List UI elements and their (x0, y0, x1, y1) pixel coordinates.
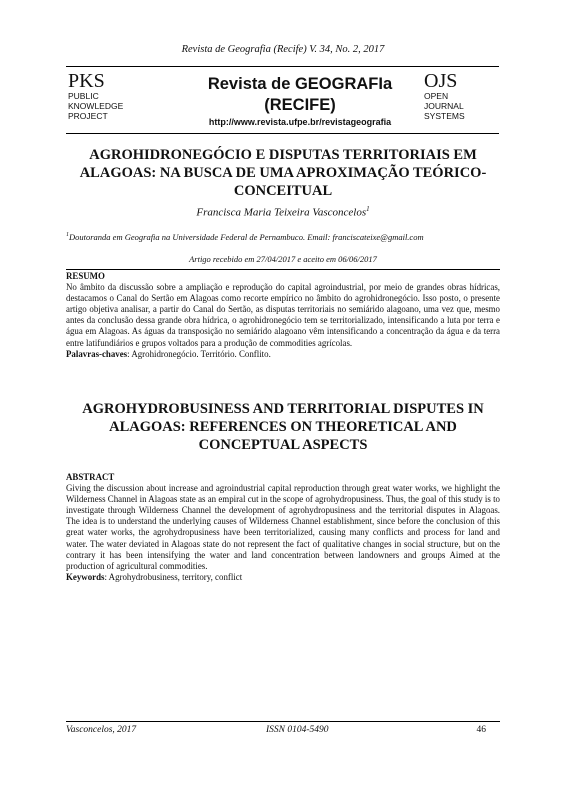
resumo-keywords-label: Palavras-chaves (66, 348, 128, 359)
resumo-keywords (66, 349, 500, 360)
pks-logo (68, 71, 178, 121)
page-footer (66, 721, 500, 736)
ojs-logo (424, 71, 504, 121)
author-name: Francisca Maria Teixeira Vasconcelos (196, 206, 367, 219)
journal-title-line-2: (RECIFE) (264, 96, 336, 114)
journal-citation-line: Revista de Geografia (Recife) V. 34, No. 2, 2017 (181, 44, 385, 55)
resumo-divider (66, 269, 500, 270)
article-title-portuguese: AGROHIDRONEGÓCIO E DISPUTAS TERRITORIAIS EM ALAGOAS: NA BUSCA DE UMA APROXIMAÇÃO TEÓRICO-CONCEITUAL (79, 147, 487, 199)
page-number: 46 (476, 725, 486, 735)
author-affiliation (66, 232, 506, 242)
footer-issn: ISSN 0104-5490 (266, 725, 329, 735)
resumo-heading: RESUMO (66, 271, 105, 281)
ojs-line-3: SYSTEMS (424, 111, 465, 121)
journal-title-block (176, 74, 424, 128)
received-accepted-dates: Artigo recebido em 27/04/2017 e aceito em 06/06/2017 (189, 254, 377, 264)
ojs-line-2: JOURNAL (424, 101, 464, 111)
resumo-body: No âmbito da discussão sobre a ampliação e reprodução do capital agroindustrial, por meio de grandes obras hídricas, destacamos o Canal do Sertão em Alagoas como recorte empírico no âmbito do agrohidronegócio. Isso posto, o presente artigo objetiva analisar, a partir do Canal do Sertão, as disputas territoriais no semiárido alagoano, uma vez que, mesmo antes da conclusão dessa grande obra hídrica, o agrohidronegócio tem se territorializado, intensificando a luta por terra e água em Alagoas. As águas da transposição no semiárido alagoano vêm intensificando a concentração da água e da terra entre latifundiários e grupos voltados para a produção de commodities agrícolas. (66, 282, 500, 348)
abstract-keywords-label: Keywords (66, 571, 105, 582)
pks-line-1: PUBLIC (68, 91, 99, 101)
abstract-keywords (66, 572, 500, 583)
ojs-line-1: OPEN (424, 91, 449, 101)
journal-title-line-1: Revista de GEOGRAFIa (207, 75, 393, 93)
abstract-body: Giving the discussion about increase and agroindustrial capital reproduction through great water works, we highlight the Wilderness Channel in Alagoas state as an empiral cut in the scope of agrohydropusiness. Thus, the goal of this study is to investigate through Wilderness Channel the development of agrohydropusiness and the territorial disputes in Alagoas. The idea is to understand the underlying causes of Wilderness Channel establishment, since before the conclusion of this great water works, the agrohydropusiness have been territorialized, causing many conflicts and process for land and water. The water deviated in Alagoas state do not represent the fact of qualitative changes in social structure, but on the contrary it has been intensifying the water and land concentration between landowners and groups Aimed at the production of agricultural commodities. (66, 483, 500, 571)
journal-url-link[interactable]: http://www.revista.ufpe.br/revistageografia (208, 117, 392, 127)
resumo-keywords-text: : Agrohidronegócio. Território. Conflito. (127, 348, 271, 359)
affiliation-footnote-marker: 1 (66, 232, 69, 239)
author-line (0, 205, 566, 219)
affiliation-text: Doutoranda em Geografia na Universidade Federal de Pernambuco. Email: franciscateixe@gmail.com (69, 232, 424, 242)
pks-line-3: PROJECT (68, 111, 108, 121)
journal-masthead (66, 66, 499, 134)
abstract-keywords-text: : Agrohydrobusiness, territory, conflict (104, 571, 243, 582)
abstract-section (66, 472, 500, 583)
author-footnote-marker: 1 (366, 205, 370, 213)
footer-author-year: Vasconcelos, 2017 (66, 725, 137, 735)
abstract-heading: ABSTRACT (66, 472, 115, 482)
resumo-section (66, 269, 500, 360)
article-title-english: AGROHYDROBUSINESS AND TERRITORIAL DISPUTES IN ALAGOAS: REFERENCES ON THEORETICAL AND CONCEPTUAL ASPECTS (82, 401, 484, 453)
pks-line-2: KNOWLEDGE (68, 101, 124, 111)
pks-acronym: PKS (68, 70, 105, 92)
ojs-acronym: OJS (424, 70, 458, 92)
